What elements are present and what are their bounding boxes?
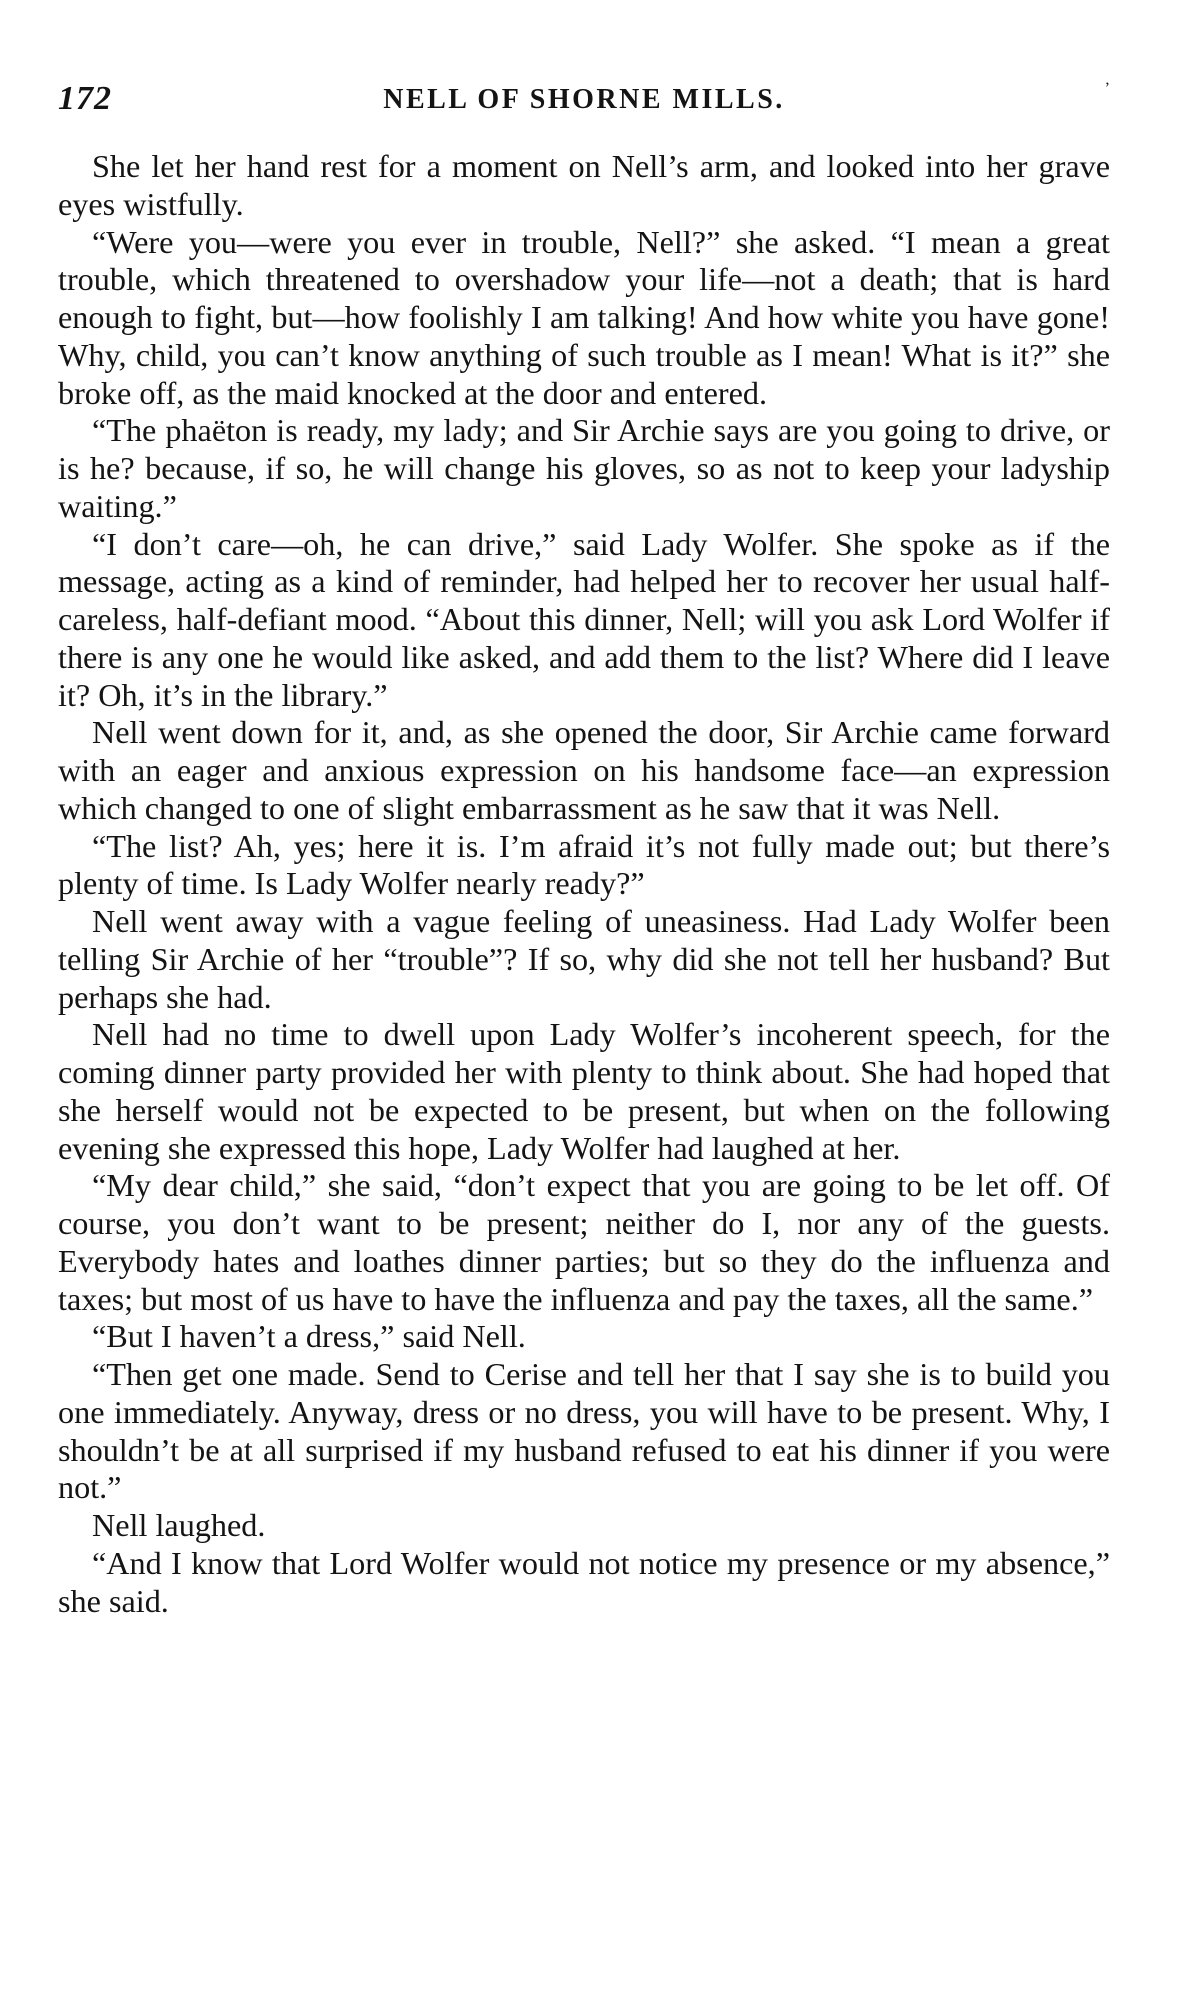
paragraph: “The list? Ah, yes; here it is. I’m afraid it’s not fully made out; but there’s plenty of time. Is Lady Wolfer nearly ready?” — [58, 827, 1110, 902]
paragraph: Nell went away with a vague feeling of uneasiness. Had Lady Wolfer been telling Sir Archie of her “trouble”? If so, why did she not tell her husband? But perhaps she had. — [58, 903, 1110, 1015]
paragraph: “But I haven’t a dress,” said Nell. — [92, 1318, 526, 1355]
paragraph: “Then get one made. Send to Cerise and tell her that I say she is to build you one immediately. Anyway, dress or no dress, you will have to be present. Why, I shouldn’t be at all surprised if my husband refused to eat his dinner if you were not.” — [58, 1356, 1110, 1506]
header-mark: ʼ — [1104, 80, 1110, 97]
paragraph: Nell had no time to dwell upon Lady Wolfer’s incoherent speech, for the coming dinner party provided her with plenty to think about. She had hoped that she herself would not be expected to be present, but when on the following evening she expressed this hope, Lady Wolfer had laughed at her. — [58, 1016, 1110, 1166]
page-number: 172 — [58, 80, 112, 117]
paragraph: “And I know that Lord Wolfer would not notice my presence or my absence,” she said. — [58, 1544, 1110, 1619]
paragraph: “Were you—were you ever in trouble, Nell?” she asked. “I mean a great trouble, which threatened to overshadow your life—not a death; that is hard enough to fight, but—how foolishly I am talking! And how white you have gone! Why, child, you can’t know anything of such trouble as I mean! What is it?” she broke off, as the maid knocked at the door and entered. — [58, 223, 1110, 411]
paragraph: Nell went down for it, and, as she opened the door, Sir Archie came forward with an eager and anxious expression on his handsome face—an expression which changed to one of slight embarrassment as he saw that it was Nell. — [58, 714, 1110, 826]
paragraph: Nell laughed. — [92, 1507, 266, 1543]
paragraph: “I don’t care—oh, he can drive,” said Lady Wolfer. She spoke as if the message, acting as a kind of reminder, had helped her to recover her usual half-careless, half-defiant mood. “About this dinner, Nell; will you ask Lord Wolfer if there is any one he would like asked, and add them to the list? Where did I leave it? Oh, it’s in the library.” — [58, 525, 1110, 713]
paragraph: She let her hand rest for a moment on Nell’s arm, and looked into her grave eyes wistfully. — [58, 148, 1110, 222]
running-head — [58, 80, 1110, 126]
book-title: NELL OF SHORNE MILLS. — [383, 84, 785, 115]
paragraph: “My dear child,” she said, “don’t expect that you are going to be let off. Of course, you don’t want to be present; neither do I, nor any of the guests. Everybody hates and loathes dinner parties; but so they do the influenza and taxes; but most of us have to have the influenza and pay the taxes, all the same.” — [58, 1167, 1110, 1317]
body-text — [58, 148, 1110, 1620]
paragraph: “The phaëton is ready, my lady; and Sir Archie says are you going to drive, or is he? because, if so, he will change his gloves, so as not to keep your ladyship waiting.” — [58, 412, 1110, 524]
